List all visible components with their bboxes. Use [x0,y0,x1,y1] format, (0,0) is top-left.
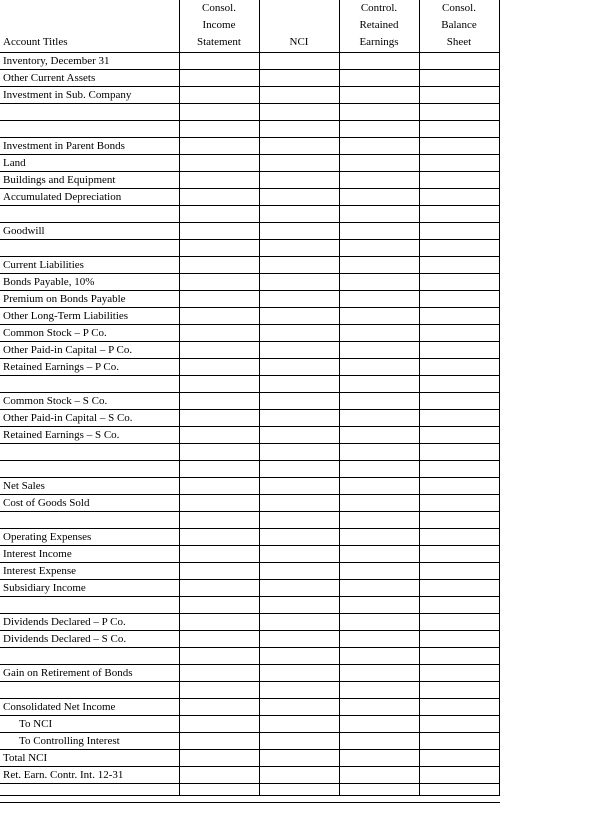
table-row [0,614,499,631]
consol-income-cell[interactable] [179,325,259,342]
nci-cell[interactable] [259,376,339,393]
table-row [0,478,499,495]
control-retained-cell[interactable] [339,308,419,325]
nci-cell[interactable] [259,427,339,444]
account-title-cell: Dividends Declared – P Co. [0,614,179,631]
table-row [0,240,499,257]
nci-header: NCI [259,0,339,53]
table-row [0,138,499,155]
consol-balance-cell[interactable] [419,121,499,138]
account-title-cell: Investment in Sub. Company [0,87,179,104]
consol-income-cell[interactable] [179,240,259,257]
nci-cell[interactable] [259,580,339,597]
table-row [0,784,499,796]
table-row [0,597,499,614]
consol-balance-cell[interactable] [419,342,499,359]
consol-income-cell[interactable] [179,750,259,767]
consol-balance-cell[interactable] [419,580,499,597]
account-title-cell: Other Paid-in Capital – S Co. [0,410,179,427]
account-title-cell [0,376,179,393]
control-retained-cell[interactable] [339,478,419,495]
account-title-cell: Dividends Declared – S Co. [0,631,179,648]
worksheet-body [0,53,499,796]
table-row [0,308,499,325]
nci-cell[interactable] [259,172,339,189]
consol-balance-cell[interactable] [419,240,499,257]
control-retained-cell[interactable] [339,767,419,784]
table-row [0,121,499,138]
account-title-cell: Premium on Bonds Payable [0,291,179,308]
table-row [0,750,499,767]
account-title-cell: Common Stock – P Co. [0,325,179,342]
account-title-cell [0,240,179,257]
consol-income-cell[interactable] [179,189,259,206]
account-title-cell: Other Current Assets [0,70,179,87]
consol-balance-cell[interactable] [419,682,499,699]
consol-income-cell[interactable] [179,223,259,240]
control-retained-cell[interactable] [339,70,419,87]
nci-cell[interactable] [259,784,339,796]
consol-income-cell[interactable] [179,648,259,665]
table-row [0,189,499,206]
table-row [0,444,499,461]
account-title-cell [0,461,179,478]
account-title-cell [0,104,179,121]
consol-income-cell[interactable] [179,784,259,796]
account-title-cell: Consolidated Net Income [0,699,179,716]
consol-balance-cell[interactable] [419,376,499,393]
control-retained-cell[interactable] [339,359,419,376]
consol-income-cell[interactable] [179,172,259,189]
table-row [0,342,499,359]
consol-balance-cell[interactable] [419,529,499,546]
table-row [0,716,499,733]
control-retained-cell[interactable] [339,87,419,104]
table-row [0,529,499,546]
account-title-cell: To NCI [0,716,179,733]
control-retained-cell[interactable] [339,580,419,597]
consol-balance-cell[interactable] [419,427,499,444]
bottom-rule [0,802,500,803]
consol-balance-cell[interactable] [419,274,499,291]
consol-balance-cell[interactable] [419,784,499,796]
consol-income-cell[interactable] [179,274,259,291]
control-retained-cell[interactable] [339,410,419,427]
table-row [0,682,499,699]
table-row [0,359,499,376]
table-row [0,410,499,427]
control-retained-cell[interactable] [339,597,419,614]
consol-income-cell[interactable] [179,512,259,529]
consol-income-cell[interactable] [179,665,259,682]
account-title-cell: Retained Earnings – S Co. [0,427,179,444]
control-retained-cell[interactable] [339,172,419,189]
consol-balance-cell[interactable] [419,325,499,342]
control-retained-cell[interactable] [339,257,419,274]
nci-cell[interactable] [259,478,339,495]
consol-balance-cell[interactable] [419,223,499,240]
consol-income-cell[interactable] [179,478,259,495]
nci-cell[interactable] [259,648,339,665]
table-row [0,104,499,121]
control-retained-cell[interactable] [339,563,419,580]
account-title-cell: Investment in Parent Bonds [0,138,179,155]
table-row [0,53,499,70]
control-retained-cell[interactable] [339,325,419,342]
consol-income-cell[interactable] [179,495,259,512]
account-title-cell: To Controlling Interest [0,733,179,750]
consol-income-cell[interactable] [179,767,259,784]
consol-balance-cell[interactable] [419,70,499,87]
nci-cell[interactable] [259,53,339,70]
consol-balance-cell[interactable] [419,189,499,206]
consol-balance-cell[interactable] [419,172,499,189]
consol-income-cell[interactable] [179,376,259,393]
consol-income-cell[interactable] [179,155,259,172]
control-retained-cell[interactable] [339,784,419,796]
account-titles-header: Account Titles [0,0,179,53]
consol-balance-cell[interactable] [419,699,499,716]
consol-balance-cell[interactable] [419,291,499,308]
nci-cell[interactable] [259,257,339,274]
control-retained-cell[interactable] [339,376,419,393]
control-retained-cell[interactable] [339,291,419,308]
consol-balance-cell[interactable] [419,53,499,70]
control-retained-cell[interactable] [339,274,419,291]
nci-cell[interactable] [259,597,339,614]
control-retained-cell[interactable] [339,393,419,410]
nci-cell[interactable] [259,546,339,563]
control-retained-cell[interactable] [339,495,419,512]
table-row [0,325,499,342]
consol-balance-cell[interactable] [419,444,499,461]
account-title-cell: Retained Earnings – P Co. [0,359,179,376]
consol-balance-cell[interactable] [419,648,499,665]
consol-income-cell[interactable] [179,308,259,325]
control-retained-cell[interactable] [339,665,419,682]
consol-income-cell[interactable] [179,138,259,155]
nci-cell[interactable] [259,410,339,427]
nci-cell[interactable] [259,138,339,155]
consol-income-cell[interactable] [179,461,259,478]
control-retained-cell[interactable] [339,631,419,648]
consol-balance-cell[interactable] [419,716,499,733]
consol-balance-sheet-header: Consol. Balance Sheet [419,0,499,53]
account-title-cell: Interest Income [0,546,179,563]
nci-cell[interactable] [259,189,339,206]
nci-cell[interactable] [259,359,339,376]
account-title-cell [0,648,179,665]
control-retained-earnings-header: Control. Retained Earnings [339,0,419,53]
nci-cell[interactable] [259,699,339,716]
consol-balance-cell[interactable] [419,512,499,529]
nci-cell[interactable] [259,665,339,682]
table-row [0,767,499,784]
consol-income-cell[interactable] [179,257,259,274]
consol-balance-cell[interactable] [419,631,499,648]
table-row [0,665,499,682]
control-retained-cell[interactable] [339,155,419,172]
control-retained-cell[interactable] [339,104,419,121]
nci-cell[interactable] [259,393,339,410]
account-title-cell: Bonds Payable, 10% [0,274,179,291]
account-title-cell [0,121,179,138]
account-title-cell: Buildings and Equipment [0,172,179,189]
consol-balance-cell[interactable] [419,393,499,410]
nci-cell[interactable] [259,240,339,257]
account-title-cell: Net Sales [0,478,179,495]
account-title-cell: Inventory, December 31 [0,53,179,70]
control-retained-cell[interactable] [339,512,419,529]
consol-balance-cell[interactable] [419,206,499,223]
consol-income-cell[interactable] [179,104,259,121]
nci-cell[interactable] [259,716,339,733]
table-row [0,172,499,189]
consol-income-cell[interactable] [179,427,259,444]
control-retained-cell[interactable] [339,189,419,206]
control-retained-cell[interactable] [339,716,419,733]
consol-income-cell[interactable] [179,614,259,631]
account-title-cell: Other Long-Term Liabilities [0,308,179,325]
consol-income-cell[interactable] [179,87,259,104]
control-retained-cell[interactable] [339,138,419,155]
account-title-cell: Common Stock – S Co. [0,393,179,410]
consol-balance-cell[interactable] [419,87,499,104]
nci-cell[interactable] [259,767,339,784]
consol-income-cell[interactable] [179,206,259,223]
account-title-cell: Goodwill [0,223,179,240]
nci-cell[interactable] [259,121,339,138]
table-row [0,580,499,597]
consol-balance-cell[interactable] [419,138,499,155]
consol-income-cell[interactable] [179,529,259,546]
consol-balance-cell[interactable] [419,767,499,784]
control-retained-cell[interactable] [339,240,419,257]
header-row [0,0,499,53]
control-retained-cell[interactable] [339,223,419,240]
table-row [0,291,499,308]
nci-cell[interactable] [259,87,339,104]
table-row [0,427,499,444]
account-title-cell: Other Paid-in Capital – P Co. [0,342,179,359]
nci-cell[interactable] [259,563,339,580]
nci-cell[interactable] [259,325,339,342]
consol-balance-cell[interactable] [419,750,499,767]
consol-income-cell[interactable] [179,291,259,308]
table-row [0,155,499,172]
consol-balance-cell[interactable] [419,104,499,121]
nci-cell[interactable] [259,308,339,325]
control-retained-cell[interactable] [339,53,419,70]
account-title-cell: Land [0,155,179,172]
table-row [0,206,499,223]
consol-income-cell[interactable] [179,53,259,70]
consol-balance-cell[interactable] [419,546,499,563]
table-row [0,70,499,87]
account-title-cell: Total NCI [0,750,179,767]
consol-income-cell[interactable] [179,580,259,597]
consol-income-cell[interactable] [179,359,259,376]
control-retained-cell[interactable] [339,427,419,444]
account-title-cell [0,206,179,223]
consol-balance-cell[interactable] [419,614,499,631]
consol-income-cell[interactable] [179,733,259,750]
table-row [0,87,499,104]
account-title-cell: Subsidiary Income [0,580,179,597]
nci-cell[interactable] [259,614,339,631]
control-retained-cell[interactable] [339,750,419,767]
table-row [0,648,499,665]
consol-income-cell[interactable] [179,682,259,699]
consol-balance-cell[interactable] [419,155,499,172]
consol-income-cell[interactable] [179,716,259,733]
table-row [0,376,499,393]
account-title-cell: Gain on Retirement of Bonds [0,665,179,682]
table-row [0,699,499,716]
nci-cell[interactable] [259,155,339,172]
consol-balance-cell[interactable] [419,733,499,750]
table-row [0,546,499,563]
consol-income-cell[interactable] [179,410,259,427]
consol-income-cell[interactable] [179,444,259,461]
account-title-cell: Cost of Goods Sold [0,495,179,512]
control-retained-cell[interactable] [339,546,419,563]
nci-cell[interactable] [259,461,339,478]
consol-income-cell[interactable] [179,393,259,410]
consol-balance-cell[interactable] [419,495,499,512]
control-retained-cell[interactable] [339,614,419,631]
control-retained-cell[interactable] [339,699,419,716]
consol-income-statement-header: Consol. Income Statement [179,0,259,53]
consol-balance-cell[interactable] [419,308,499,325]
account-title-cell [0,512,179,529]
nci-cell[interactable] [259,342,339,359]
consol-income-cell[interactable] [179,121,259,138]
consol-balance-cell[interactable] [419,563,499,580]
table-row [0,393,499,410]
nci-cell[interactable] [259,274,339,291]
control-retained-cell[interactable] [339,682,419,699]
account-title-cell: Current Liabilities [0,257,179,274]
table-row [0,563,499,580]
nci-cell[interactable] [259,495,339,512]
account-title-cell: Accumulated Depreciation [0,189,179,206]
table-row [0,461,499,478]
account-title-cell [0,682,179,699]
consol-balance-cell[interactable] [419,665,499,682]
control-retained-cell[interactable] [339,529,419,546]
consol-balance-cell[interactable] [419,461,499,478]
control-retained-cell[interactable] [339,206,419,223]
nci-cell[interactable] [259,444,339,461]
consol-income-cell[interactable] [179,70,259,87]
control-retained-cell[interactable] [339,648,419,665]
table-row [0,257,499,274]
account-title-cell [0,784,179,796]
nci-cell[interactable] [259,631,339,648]
nci-cell[interactable] [259,512,339,529]
consol-balance-cell[interactable] [419,257,499,274]
table-row [0,223,499,240]
consol-balance-cell[interactable] [419,410,499,427]
account-title-cell: Operating Expenses [0,529,179,546]
consol-income-cell[interactable] [179,597,259,614]
table-row [0,733,499,750]
table-row [0,512,499,529]
account-title-cell [0,444,179,461]
account-title-cell [0,597,179,614]
consol-balance-cell[interactable] [419,597,499,614]
table-row [0,495,499,512]
control-retained-cell[interactable] [339,121,419,138]
nci-cell[interactable] [259,206,339,223]
nci-cell[interactable] [259,682,339,699]
consol-income-cell[interactable] [179,631,259,648]
nci-cell[interactable] [259,104,339,121]
nci-cell[interactable] [259,750,339,767]
nci-cell[interactable] [259,70,339,87]
consol-balance-cell[interactable] [419,478,499,495]
nci-cell[interactable] [259,733,339,750]
consol-income-cell[interactable] [179,342,259,359]
table-row [0,631,499,648]
control-retained-cell[interactable] [339,342,419,359]
nci-cell[interactable] [259,291,339,308]
control-retained-cell[interactable] [339,444,419,461]
control-retained-cell[interactable] [339,733,419,750]
account-title-cell: Ret. Earn. Contr. Int. 12-31 [0,767,179,784]
control-retained-cell[interactable] [339,461,419,478]
account-title-cell: Interest Expense [0,563,179,580]
consol-income-cell[interactable] [179,563,259,580]
consol-income-cell[interactable] [179,546,259,563]
table-row [0,274,499,291]
consol-income-cell[interactable] [179,699,259,716]
nci-cell[interactable] [259,529,339,546]
nci-cell[interactable] [259,223,339,240]
consol-balance-cell[interactable] [419,359,499,376]
